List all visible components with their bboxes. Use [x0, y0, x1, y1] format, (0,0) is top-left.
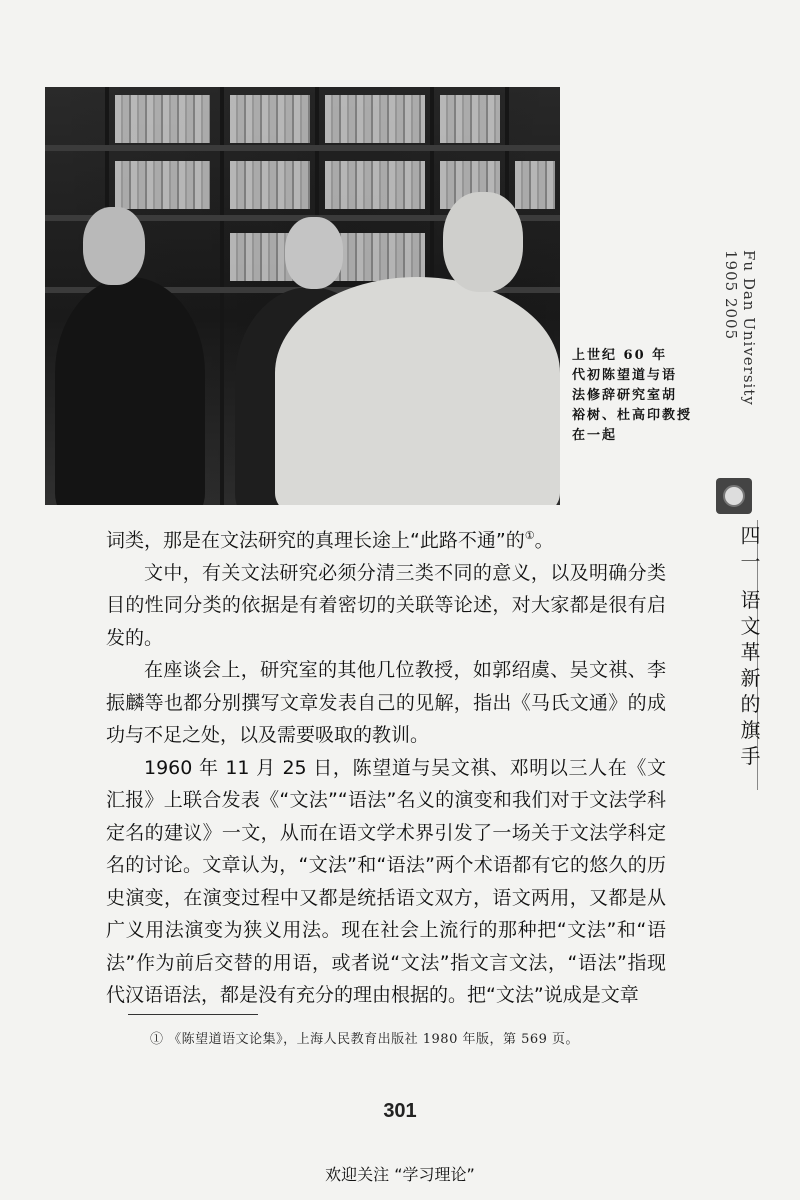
footnote-divider	[128, 1014, 258, 1015]
footnote-ref[interactable]: ①	[524, 529, 535, 542]
person-middle-head	[285, 217, 343, 289]
bookshelf-shelf	[45, 145, 560, 151]
books	[325, 161, 425, 209]
books	[115, 95, 210, 143]
caption-line: 代初陈望道与语	[572, 368, 678, 383]
paragraph-text: 。	[534, 529, 554, 552]
person-left	[55, 277, 205, 505]
books	[440, 95, 500, 143]
paragraph-text: 词类，那是在文法研究的真理长途上“此路不通”的	[106, 529, 525, 552]
footnote: ① 《陈望道语文论集》，上海人民教育出版社 1980 年版，第 569 页。	[150, 1032, 580, 1047]
university-logo-icon	[716, 478, 752, 514]
caption-line: 法修辞研究室胡	[572, 388, 678, 403]
person-right-head	[443, 192, 523, 292]
caption-line: 上世纪 60 年	[572, 348, 668, 363]
books	[230, 95, 310, 143]
paragraph: 1960 年 11 月 25 日，陈望道与吴文祺、邓明以三人在《文汇报》上联合发表《“文法”“语法”名义的演变和我们对于文法学科定名的建议》一文，从而在语文学术界引发了一场关于文法学科定名的讨论。文章认为，“文法”和“语法”两个术语都有它的悠久的历史演变，在演变过程中又都是统括语文双方，语文两用，又都是从广义用法演变为狭义用法。现在社会上流行的那种把“文法”和“语法”作为前后交替的用语，或者说“文法”指文言文法，“语法”指现代汉语语法，都是没有充分的理由根据的。把“文法”说成是文章	[106, 756, 666, 1007]
caption-line: 裕树、杜高印教授	[572, 408, 693, 423]
page-number: 301	[383, 1100, 417, 1122]
paragraph	[106, 520, 666, 557]
books	[230, 161, 310, 209]
paragraph: 文中，有关文法研究必须分清三类不同的意义，以及明确分类目的性同分类的依据是有着密切的关联等论述，对大家都是很有启发的。	[106, 561, 666, 649]
historical-photo	[45, 87, 560, 505]
chapter-side-title: 四一 语文革新的旗手	[737, 525, 761, 772]
books	[115, 161, 210, 209]
photo-caption	[572, 346, 722, 446]
books	[515, 161, 555, 209]
side-university-label: Fu Dan University 1905 2005	[722, 250, 758, 406]
bottom-watermark-text: 欢迎关注 “学习理论”	[325, 1165, 475, 1184]
caption-line: 在一起	[572, 428, 618, 443]
person-left-head	[83, 207, 145, 285]
books	[325, 95, 425, 143]
body-text	[106, 520, 666, 1012]
paragraph: 在座谈会上，研究室的其他几位教授，如郭绍虞、吴文祺、李振麟等也都分别撰写文章发表自己的见解，指出《马氏文通》的成功与不足之处，以及需要吸取的教训。	[106, 659, 666, 747]
person-right	[275, 277, 560, 505]
